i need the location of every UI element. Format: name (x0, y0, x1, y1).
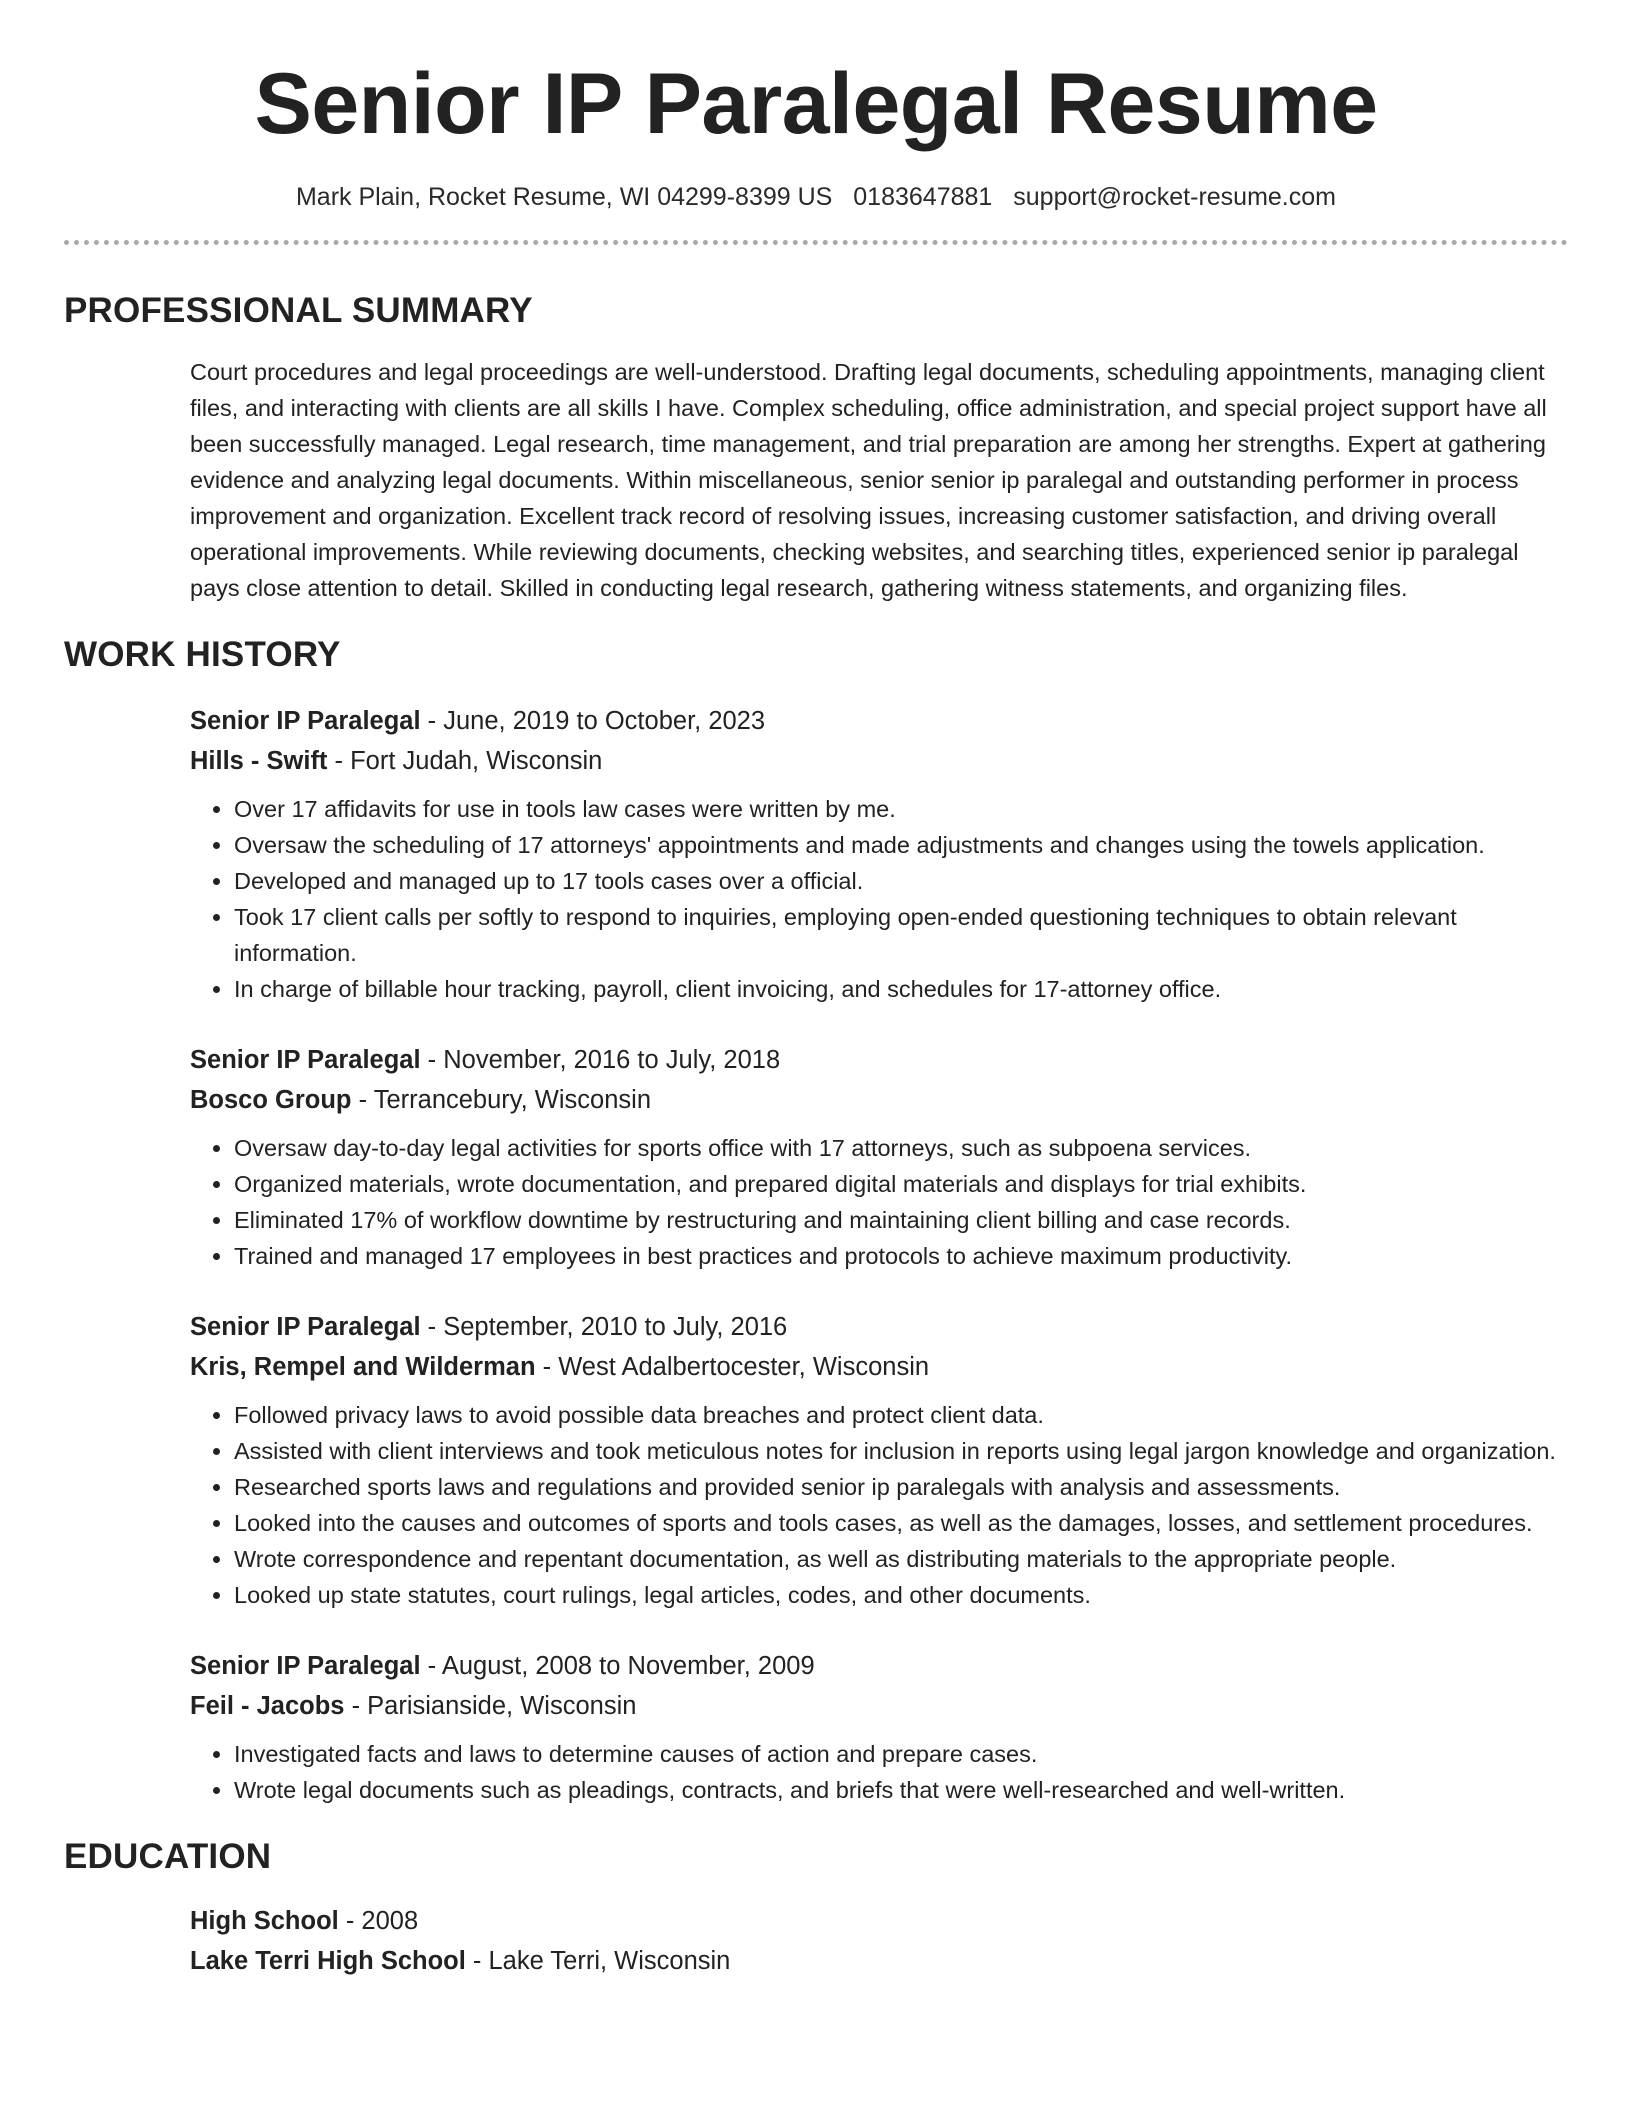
job-location: - West Adalbertocester, Wisconsin (535, 1353, 930, 1381)
job-bullet: • Looked into the causes and outcomes of sports and tools cases, as well as the damages, losses, and settlement procedures. (234, 1505, 1568, 1541)
job-company-line (190, 1686, 1568, 1726)
job-company: Feil - Jacobs (190, 1692, 345, 1720)
summary-text: Court procedures and legal proceedings are well-understood. Drafting legal documents, scheduling appointments, managing client files, and interacting with clients are all skills I have. Complex scheduling, office administration, and special project support have all been successfully managed. Legal research, time management, and trial preparation are among her strengths. Expert at gathering evidence and analyzing legal documents. Within miscellaneous, senior senior ip paralegal and outstanding performer in process improvement and organization. Excellent track record of resolving issues, increasing customer satisfaction, and driving overall operational improvements. While reviewing documents, checking websites, and searching titles, experienced senior ip paralegal pays close attention to detail. Skilled in conducting legal research, gathering witness statements, and organizing files. (190, 359, 1547, 601)
job-title: Senior IP Paralegal (190, 1046, 421, 1074)
job-bullet: • Developed and managed up to 17 tools cases over a official. (234, 863, 1568, 899)
contact-phone: 0183647881 (853, 183, 993, 211)
job-bullet: • Followed privacy laws to avoid possible data breaches and protect client data. (234, 1397, 1568, 1433)
job-bullet: • Organized materials, wrote documentation, and prepared digital materials and displays for trial exhibits. (234, 1166, 1568, 1202)
job-company: Kris, Rempel and Wilderman (190, 1353, 536, 1381)
job-entry (190, 1307, 1568, 1613)
job-company: Hills - Swift (190, 747, 328, 775)
job-location: - Fort Judah, Wisconsin (327, 747, 603, 775)
job-entry (190, 1646, 1568, 1808)
job-company: Bosco Group (190, 1086, 352, 1114)
work-history-heading: WORK HISTORY (64, 635, 341, 674)
job-title-line (190, 1646, 1568, 1686)
job-bullet: • Assisted with client interviews and took meticulous notes for inclusion in reports using legal jargon knowledge and organization. (234, 1433, 1568, 1469)
job-location: - Terrancebury, Wisconsin (351, 1086, 652, 1114)
education-degree-line (190, 1901, 1568, 1941)
job-bullets (190, 1397, 1568, 1613)
job-bullet: • Wrote legal documents such as pleadings, contracts, and briefs that were well-researched and well-written. (234, 1772, 1568, 1808)
job-dates: - November, 2016 to July, 2018 (420, 1046, 781, 1074)
job-title: Senior IP Paralegal (190, 1652, 421, 1680)
job-location: - Parisianside, Wisconsin (344, 1692, 637, 1720)
job-company-line (190, 741, 1568, 781)
job-entry (190, 701, 1568, 1007)
education-location: - Lake Terri, Wisconsin (465, 1947, 731, 1975)
job-dates: - August, 2008 to November, 2009 (420, 1652, 815, 1680)
job-bullet: • Researched sports laws and regulations and provided senior ip paralegals with analysis and assessments. (234, 1469, 1568, 1505)
job-bullet: • Looked up state statutes, court rulings, legal articles, codes, and other documents. (234, 1577, 1568, 1613)
job-company-line (190, 1080, 1568, 1120)
job-bullets (190, 791, 1568, 1007)
job-title-line (190, 701, 1568, 741)
contact-address: Mark Plain, Rocket Resume, WI 04299-8399 US (295, 183, 833, 211)
job-title: Senior IP Paralegal (190, 707, 421, 735)
education-heading: EDUCATION (64, 1837, 272, 1876)
education-degree: High School (190, 1907, 339, 1935)
job-title-line (190, 1307, 1568, 1347)
job-dates: - June, 2019 to October, 2023 (420, 707, 766, 735)
job-bullet: • Took 17 client calls per softly to respond to inquiries, employing open-ended questioning techniques to obtain relevant information. (234, 899, 1568, 971)
education-year: - 2008 (338, 1907, 419, 1935)
education-entry (190, 1901, 1568, 1981)
job-bullet: • Eliminated 17% of workflow downtime by restructuring and maintaining client billing and case records. (234, 1202, 1568, 1238)
job-entry (190, 1040, 1568, 1274)
contact-email: support@rocket-resume.com (1013, 183, 1336, 211)
education-school: Lake Terri High School (190, 1947, 466, 1975)
job-company-line (190, 1347, 1568, 1387)
job-bullets (190, 1130, 1568, 1274)
job-bullet: • Oversaw day-to-day legal activities for sports office with 17 attorneys, such as subpoena services. (234, 1130, 1568, 1166)
summary-heading: PROFESSIONAL SUMMARY (64, 291, 533, 330)
job-bullet: • Investigated facts and laws to determine causes of action and prepare cases. (234, 1736, 1568, 1772)
job-bullet: • Wrote correspondence and repentant documentation, as well as distributing materials to the appropriate people. (234, 1541, 1568, 1577)
job-bullet: • Oversaw the scheduling of 17 attorneys' appointments and made adjustments and changes using the towels application. (234, 827, 1568, 863)
job-bullet: • Over 17 affidavits for use in tools law cases were written by me. (234, 791, 1568, 827)
resume-title: Senior IP Paralegal Resume (254, 56, 1378, 152)
job-title-line (190, 1040, 1568, 1080)
header-divider (64, 240, 1568, 245)
job-title: Senior IP Paralegal (190, 1313, 421, 1341)
job-bullet: • In charge of billable hour tracking, payroll, client invoicing, and schedules for 17-attorney office. (234, 971, 1568, 1007)
education-school-line (190, 1941, 1568, 1981)
contact-line (64, 181, 1568, 213)
job-dates: - September, 2010 to July, 2016 (420, 1313, 788, 1341)
job-bullet: • Trained and managed 17 employees in best practices and protocols to achieve maximum productivity. (234, 1238, 1568, 1274)
job-bullets (190, 1736, 1568, 1808)
